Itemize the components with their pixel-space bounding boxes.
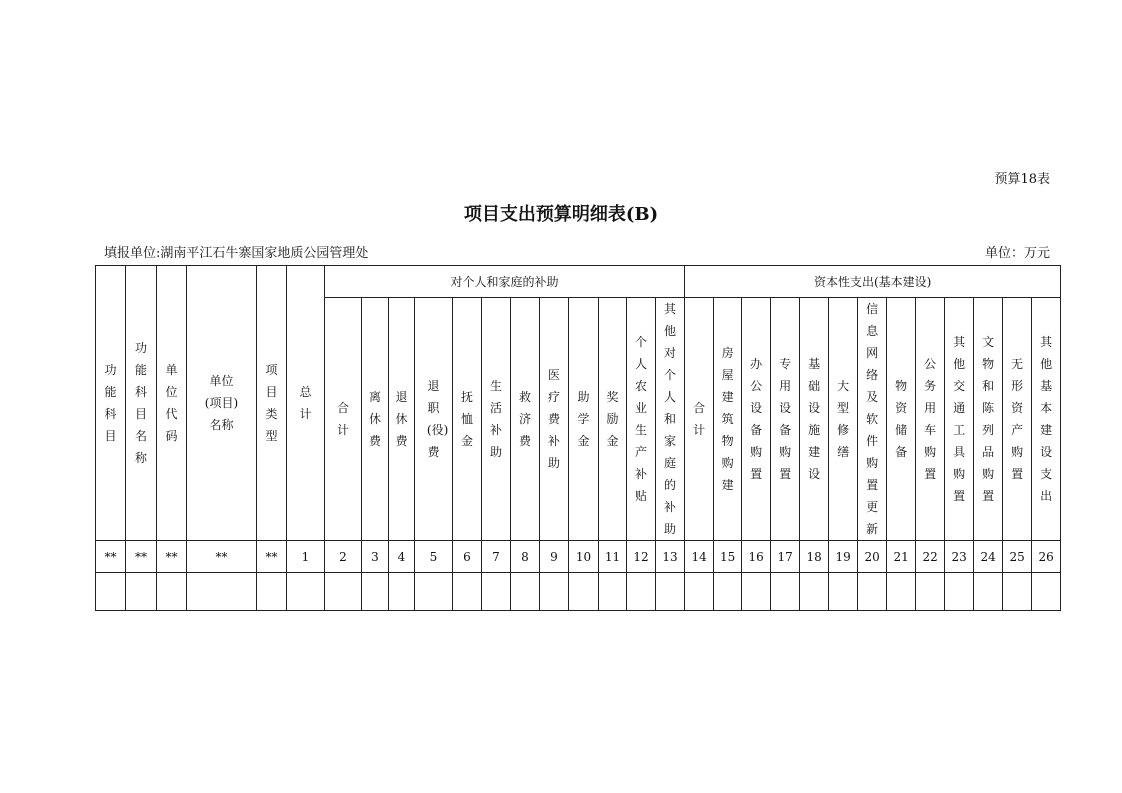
column-label: 文物和陈列品购置 bbox=[982, 335, 995, 503]
code-cell: ** bbox=[257, 541, 287, 573]
code-cell: 15 bbox=[714, 541, 742, 573]
code-cell: 19 bbox=[829, 541, 858, 573]
column-label: 其他对个人和家庭的补助 bbox=[664, 302, 677, 536]
header-subsidy-col-8 bbox=[540, 298, 569, 541]
empty-cell bbox=[96, 573, 126, 611]
header-label: 总计 bbox=[299, 385, 312, 421]
empty-cell bbox=[453, 573, 482, 611]
column-label: 退休费 bbox=[395, 390, 408, 448]
code-cell: 13 bbox=[656, 541, 685, 573]
header-subsidy-col-1 bbox=[325, 298, 362, 541]
empty-cell bbox=[742, 573, 771, 611]
code-cell: 23 bbox=[945, 541, 974, 573]
empty-cell bbox=[714, 573, 742, 611]
code-cell: ** bbox=[126, 541, 157, 573]
code-cell: 17 bbox=[771, 541, 800, 573]
empty-cell bbox=[771, 573, 800, 611]
header-unit-code bbox=[157, 266, 187, 541]
code-cell: 10 bbox=[569, 541, 599, 573]
empty-cell bbox=[685, 573, 714, 611]
empty-cell bbox=[656, 573, 685, 611]
code-cell: 16 bbox=[742, 541, 771, 573]
header-capital-col-10 bbox=[945, 298, 974, 541]
header-function-code bbox=[96, 266, 126, 541]
header-capital-col-6 bbox=[829, 298, 858, 541]
code-cell: 9 bbox=[540, 541, 569, 573]
page-title: 项目支出预算明细表(B) bbox=[463, 204, 659, 225]
empty-cell bbox=[187, 573, 257, 611]
header-label: 功能科目 bbox=[104, 363, 117, 443]
empty-cell bbox=[974, 573, 1003, 611]
empty-cell bbox=[257, 573, 287, 611]
column-label: 办公设备购置 bbox=[750, 357, 763, 481]
code-cell: 4 bbox=[389, 541, 415, 573]
empty-cell bbox=[325, 573, 362, 611]
empty-cell bbox=[126, 573, 157, 611]
column-label: 助学金 bbox=[577, 390, 590, 448]
column-label: 房屋建筑物购建 bbox=[721, 346, 734, 492]
column-label: 其他基本建设支出 bbox=[1040, 335, 1053, 503]
budget-table bbox=[95, 265, 1061, 611]
empty-cell bbox=[858, 573, 887, 611]
empty-cell bbox=[1032, 573, 1061, 611]
column-label: 奖励金 bbox=[606, 390, 619, 448]
header-label: 单位代码 bbox=[165, 363, 178, 443]
column-label: 专用设备购置 bbox=[779, 357, 792, 481]
header-subsidy-col-7 bbox=[511, 298, 540, 541]
code-cell: 22 bbox=[916, 541, 945, 573]
column-label: 救济费 bbox=[518, 390, 531, 448]
code-cell: 7 bbox=[482, 541, 511, 573]
header-capital-col-3 bbox=[742, 298, 771, 541]
empty-cell bbox=[627, 573, 656, 611]
reporting-unit: 填报单位:湖南平江石牛寨国家地质公园管理处 bbox=[104, 246, 369, 261]
code-cell: 12 bbox=[627, 541, 656, 573]
code-cell: ** bbox=[96, 541, 126, 573]
column-label: 合计 bbox=[336, 401, 349, 437]
column-label: 退职(役)费 bbox=[426, 379, 449, 459]
header-capital-col-4 bbox=[771, 298, 800, 541]
code-cell: 3 bbox=[362, 541, 389, 573]
currency-unit: 单位：万元 bbox=[984, 246, 1050, 261]
header-capital-col-2 bbox=[714, 298, 742, 541]
empty-cell bbox=[945, 573, 974, 611]
code-cell: 8 bbox=[511, 541, 540, 573]
header-subsidy-col-9 bbox=[569, 298, 599, 541]
header-subsidy-col-12 bbox=[656, 298, 685, 541]
header-total bbox=[287, 266, 325, 541]
code-cell: ** bbox=[157, 541, 187, 573]
empty-cell bbox=[916, 573, 945, 611]
empty-cell bbox=[1003, 573, 1032, 611]
header-capital-col-11 bbox=[974, 298, 1003, 541]
code-cell: 21 bbox=[887, 541, 916, 573]
column-label: 生活补助 bbox=[489, 379, 502, 459]
column-label: 合计 bbox=[693, 401, 706, 437]
header-subsidy-col-3 bbox=[389, 298, 415, 541]
column-label: 医疗费补助 bbox=[547, 368, 560, 470]
code-cell: 6 bbox=[453, 541, 482, 573]
code-cell: 2 bbox=[325, 541, 362, 573]
empty-cell bbox=[287, 573, 325, 611]
header-subsidy-col-6 bbox=[482, 298, 511, 541]
header-subsidy-col-4 bbox=[415, 298, 453, 541]
header-capital-col-1 bbox=[685, 298, 714, 541]
column-label: 公务用车购置 bbox=[924, 357, 937, 481]
header-label: 单位(项目)名称 bbox=[204, 374, 239, 432]
code-cell: 14 bbox=[685, 541, 714, 573]
empty-cell bbox=[511, 573, 540, 611]
empty-cell bbox=[599, 573, 627, 611]
empty-cell bbox=[540, 573, 569, 611]
empty-cell bbox=[829, 573, 858, 611]
empty-cell bbox=[482, 573, 511, 611]
header-capital-col-5 bbox=[800, 298, 829, 541]
empty-cell bbox=[800, 573, 829, 611]
header-capital-col-13 bbox=[1032, 298, 1061, 541]
header-label: 项目类型 bbox=[265, 363, 278, 443]
column-label: 信息网络及软件购置更新 bbox=[866, 302, 879, 536]
code-cell: 1 bbox=[287, 541, 325, 573]
header-unit-project-name bbox=[187, 266, 257, 541]
code-cell: 18 bbox=[800, 541, 829, 573]
header-capital-col-7 bbox=[858, 298, 887, 541]
header-capital-col-12 bbox=[1003, 298, 1032, 541]
column-label: 抚恤金 bbox=[460, 390, 473, 448]
empty-cell bbox=[389, 573, 415, 611]
empty-cell bbox=[362, 573, 389, 611]
header-function-name bbox=[126, 266, 157, 541]
empty-cell bbox=[887, 573, 916, 611]
header-subsidy-col-5 bbox=[453, 298, 482, 541]
column-label: 无形资产购置 bbox=[1011, 357, 1024, 481]
header-subsidy-col-10 bbox=[599, 298, 627, 541]
code-cell: 24 bbox=[974, 541, 1003, 573]
header-project-type bbox=[257, 266, 287, 541]
header-capital-col-9 bbox=[916, 298, 945, 541]
column-label: 离休费 bbox=[368, 390, 381, 448]
group-header-individual-subsidy: 对个人和家庭的补助 bbox=[325, 266, 685, 298]
header-subsidy-col-11 bbox=[627, 298, 656, 541]
column-label: 物资储备 bbox=[895, 379, 908, 459]
column-label: 个人农业生产补贴 bbox=[634, 335, 647, 503]
code-cell: 11 bbox=[599, 541, 627, 573]
empty-cell bbox=[415, 573, 453, 611]
header-subsidy-col-2 bbox=[362, 298, 389, 541]
column-label: 大型修缮 bbox=[837, 379, 850, 459]
code-cell: 25 bbox=[1003, 541, 1032, 573]
group-header-capital-expenditure: 资本性支出(基本建设) bbox=[685, 266, 1061, 298]
code-cell: 26 bbox=[1032, 541, 1061, 573]
column-label: 其他交通工具购置 bbox=[953, 335, 966, 503]
code-cell: 20 bbox=[858, 541, 887, 573]
code-cell: 5 bbox=[415, 541, 453, 573]
empty-cell bbox=[157, 573, 187, 611]
column-label: 基础设施建设 bbox=[808, 357, 821, 481]
header-capital-col-8 bbox=[887, 298, 916, 541]
code-cell: ** bbox=[187, 541, 257, 573]
empty-cell bbox=[569, 573, 599, 611]
table-number: 预算18表 bbox=[994, 172, 1050, 187]
header-label: 功能科目名称 bbox=[134, 341, 147, 465]
